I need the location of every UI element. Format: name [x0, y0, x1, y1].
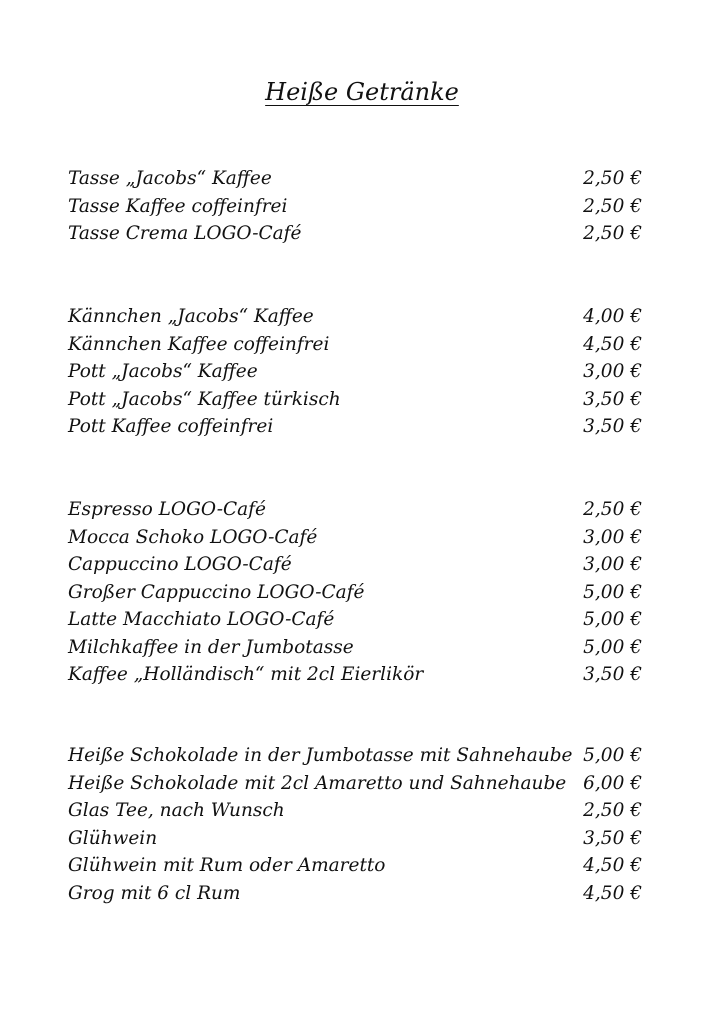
item-name: Kännchen „Jacobs“ Kaffee	[68, 306, 314, 327]
menu-item	[68, 358, 642, 386]
menu-item	[68, 606, 642, 634]
item-price: 2,50 €	[583, 223, 642, 244]
menu-item	[68, 303, 642, 331]
item-price: 5,00 €	[583, 581, 642, 603]
item-name: Tasse Crema LOGO-Café	[68, 223, 302, 244]
menu-item	[68, 825, 642, 853]
item-price: 5,00 €	[583, 609, 642, 630]
item-price: 3,00 €	[583, 361, 642, 382]
menu-item	[68, 661, 642, 689]
item-price: 4,50 €	[583, 333, 642, 355]
item-price: 3,50 €	[583, 388, 642, 410]
menu-section-other-hot-drinks	[68, 742, 642, 907]
item-name: Milchkaffee in der Jumbotasse	[68, 636, 354, 658]
item-name: Heiße Schokolade in der Jumbotasse mit Sahnehaube	[68, 745, 573, 766]
menu-item	[68, 386, 642, 414]
item-price: 2,50 €	[583, 195, 642, 217]
item-price: 2,50 €	[583, 499, 642, 520]
item-name: Tasse Kaffee coffeinfrei	[68, 195, 288, 217]
menu-item	[68, 193, 642, 221]
item-price: 3,00 €	[583, 554, 642, 575]
menu-section-specialties	[68, 496, 642, 689]
menu-item	[68, 551, 642, 579]
item-name: Tasse „Jacobs“ Kaffee	[68, 168, 272, 189]
item-price: 3,50 €	[583, 416, 642, 437]
menu-item	[68, 220, 642, 248]
menu-item	[68, 852, 642, 880]
menu-item	[68, 742, 642, 770]
item-price: 3,50 €	[583, 827, 642, 849]
item-name: Mocca Schoko LOGO-Café	[68, 526, 318, 548]
item-price: 6,00 €	[583, 772, 642, 794]
menu-title: Heiße Getränke	[265, 78, 459, 106]
item-name: Grog mit 6 cl Rum	[68, 882, 241, 904]
menu-item	[68, 413, 642, 441]
item-price: 5,00 €	[583, 745, 642, 766]
item-price: 3,50 €	[583, 664, 642, 685]
menu-section-pots	[68, 303, 642, 441]
menu-item	[68, 579, 642, 607]
item-name: Kaffee „Holländisch“ mit 2cl Eierlikör	[68, 664, 424, 685]
item-name: Glühwein mit Rum oder Amaretto	[68, 855, 386, 876]
item-name: Heiße Schokolade mit 2cl Amaretto und Sahnehaube	[68, 772, 567, 794]
item-name: Pott „Jacobs“ Kaffee	[68, 361, 258, 382]
menu-item	[68, 880, 642, 908]
menu-item	[68, 524, 642, 552]
item-price: 4,00 €	[583, 306, 642, 327]
item-name: Glas Tee, nach Wunsch	[68, 800, 285, 821]
item-price: 4,50 €	[583, 855, 642, 876]
item-price: 5,00 €	[583, 636, 642, 658]
menu-item	[68, 165, 642, 193]
menu-item	[68, 770, 642, 798]
item-name: Cappuccino LOGO-Café	[68, 554, 292, 575]
item-name: Kännchen Kaffee coffeinfrei	[68, 333, 330, 355]
menu-item	[68, 797, 642, 825]
item-price: 3,00 €	[583, 526, 642, 548]
item-name: Pott Kaffee coffeinfrei	[68, 416, 274, 437]
item-name: Espresso LOGO-Café	[68, 499, 266, 520]
item-name: Glühwein	[68, 827, 158, 849]
item-price: 2,50 €	[583, 800, 642, 821]
item-name: Latte Macchiato LOGO-Café	[68, 609, 335, 630]
menu-item	[68, 496, 642, 524]
item-price: 4,50 €	[583, 882, 642, 904]
menu-item	[68, 634, 642, 662]
item-name: Pott „Jacobs“ Kaffee türkisch	[68, 388, 341, 410]
item-name: Großer Cappuccino LOGO-Café	[68, 581, 365, 603]
item-price: 2,50 €	[583, 168, 642, 189]
menu-item	[68, 331, 642, 359]
menu-section-cups	[68, 165, 642, 248]
